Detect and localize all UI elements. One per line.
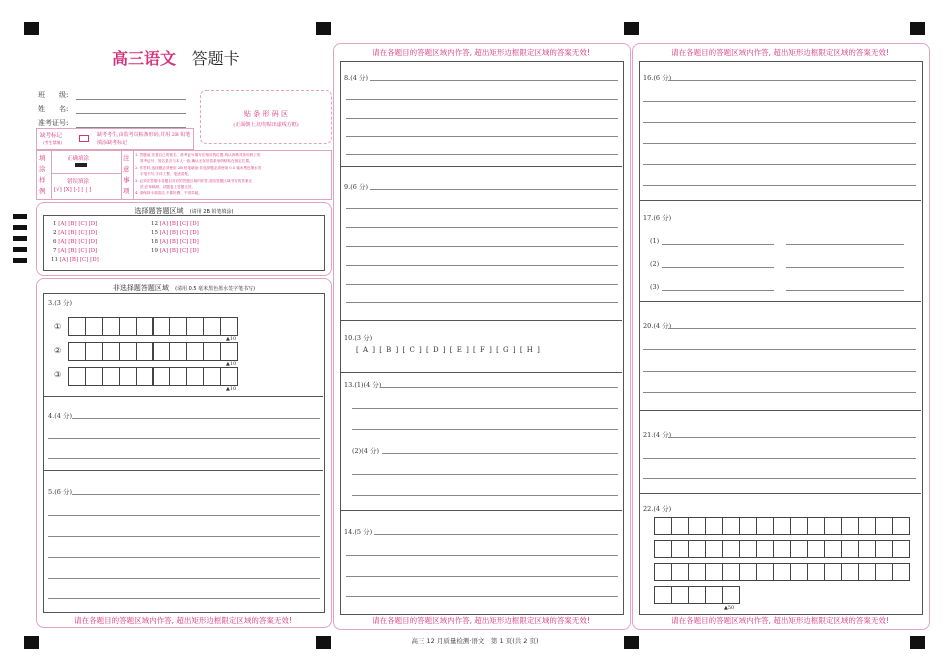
grid-cell[interactable] [671, 517, 689, 535]
warning-text: 请在各题目的答题区域内作答, 超出矩形边框限定区域的答案无效! [372, 48, 590, 57]
grid-cell[interactable] [756, 540, 774, 558]
grid-cell[interactable] [688, 563, 706, 581]
answer-line[interactable] [346, 576, 618, 577]
q3-tick: ▲10 [226, 336, 237, 342]
grid-cell[interactable] [169, 317, 187, 336]
title-main: 高三语文 [112, 49, 177, 68]
q8-label: 8.(4 分) [344, 74, 368, 82]
instructions-box [36, 150, 332, 200]
choice-row[interactable]: 12 [A] [B] [C] [D] [151, 221, 199, 227]
q3-row-label: ① [54, 322, 62, 331]
corner-mark [910, 22, 925, 35]
answer-line[interactable] [72, 418, 320, 419]
q20-label: 20.(4 分) [643, 322, 672, 330]
grid-cell[interactable] [654, 517, 672, 535]
grid-cell[interactable] [773, 517, 791, 535]
q10-option[interactable]: [ C ] [402, 346, 423, 354]
q16-label: 16.(6 分) [643, 74, 672, 82]
answer-line[interactable] [668, 437, 916, 438]
grid-cell[interactable] [186, 342, 204, 361]
choice-row[interactable]: 6 [A] [B] [C] [D] [53, 239, 98, 245]
correct-fill-label: 正确填涂 [67, 156, 90, 162]
answer-line[interactable] [346, 208, 618, 209]
choice-title: 选择题答题区域 (请用 2B 铅笔填涂) [134, 207, 234, 215]
answer-line[interactable] [662, 244, 774, 245]
answer-line[interactable] [643, 458, 916, 459]
grid-cell[interactable] [841, 517, 859, 535]
answer-line[interactable] [382, 453, 618, 454]
wrong-fill-samples: [√] [X] [-] [ | ] [54, 187, 92, 193]
grid-cell[interactable] [875, 540, 893, 558]
grid-cell[interactable] [688, 517, 706, 535]
note-item: 3. 必须在答题卡各题目对应的答题区域内作答,超出答题区域书写的答案无 [135, 178, 253, 183]
grid-cell[interactable] [824, 517, 842, 535]
answer-line[interactable] [662, 267, 774, 268]
corner-mark [624, 22, 639, 35]
answer-line[interactable] [374, 534, 618, 535]
class-field[interactable] [76, 99, 186, 100]
absent-mark-box[interactable] [79, 135, 89, 142]
answer-line[interactable] [346, 118, 618, 119]
answer-line[interactable] [352, 408, 618, 409]
answer-line[interactable] [643, 371, 916, 372]
q17-sub-label: (3) [650, 283, 660, 291]
grid-cell[interactable] [220, 317, 238, 336]
q10-options[interactable] [356, 346, 541, 354]
answer-line[interactable] [370, 189, 618, 190]
q21-label: 21.(4 分) [643, 431, 672, 439]
warning-text: 请在各题目的答题区域内作答, 超出矩形边框限定区域的答案无效! [671, 48, 889, 57]
name-label: 姓 名: [38, 105, 69, 113]
absent-box [36, 128, 194, 150]
grid-cell[interactable] [773, 540, 791, 558]
answer-line[interactable] [643, 164, 916, 165]
timing-mark [13, 225, 27, 230]
grid-cell[interactable] [153, 317, 171, 336]
note-item: 1. 答题前,先将自己的姓名、准考证号填写在相应的位置,再认真核对条形码上的 [135, 153, 261, 157]
answer-line[interactable] [352, 495, 618, 496]
answer-line[interactable] [48, 438, 320, 439]
page-footer: 高三 12 月质量检测·语文 第 1 页(共 2 页) [411, 637, 539, 645]
q10-option[interactable]: [ E ] [449, 346, 470, 354]
note-item: 4. 请保持卡面清洁,不要折叠、不得弄破。 [135, 191, 202, 196]
absent-note: 缺考考生,由监考员粘条形码,并用 2B 铅笔填涂缺考标记 [97, 132, 191, 146]
timing-mark [13, 258, 27, 263]
q14-label: 14.(5 分) [344, 528, 373, 536]
q3-label: 3.(3 分) [48, 299, 72, 307]
timing-mark [13, 214, 27, 219]
answer-line[interactable] [643, 185, 916, 186]
q10-option[interactable]: [ H ] [519, 346, 541, 354]
q13-label: 13.(1)(4 分) [344, 381, 382, 389]
grid-cell[interactable] [102, 317, 120, 336]
corner-mark [316, 22, 331, 35]
grid-cell[interactable] [807, 540, 825, 558]
grid-cell[interactable] [203, 342, 221, 361]
grid-cell[interactable] [705, 563, 723, 581]
timing-mark [13, 247, 27, 252]
answer-line[interactable] [48, 536, 320, 537]
grid-cell[interactable] [824, 563, 842, 581]
grid-cell[interactable] [136, 317, 154, 336]
grid-cell[interactable] [688, 540, 706, 558]
q10-option[interactable]: [ B ] [379, 346, 400, 354]
grid-cell[interactable] [671, 563, 689, 581]
answer-line[interactable] [643, 349, 916, 350]
q10-option[interactable]: [ A ] [356, 346, 376, 354]
answer-line[interactable] [346, 154, 618, 155]
grid-cell[interactable] [722, 540, 740, 558]
grid-cell[interactable] [824, 540, 842, 558]
grid-cell[interactable] [119, 317, 137, 336]
class-label: 班 级: [38, 91, 69, 99]
answer-line[interactable] [72, 494, 320, 495]
grid-cell[interactable] [739, 540, 757, 558]
q3-row-label: ② [54, 346, 62, 355]
grid-cell[interactable] [892, 563, 910, 581]
choice-row[interactable]: 1 [A] [B] [C] [D] [53, 221, 98, 227]
answer-line[interactable] [48, 458, 320, 459]
answer-line[interactable] [643, 392, 916, 393]
grid-cell[interactable] [85, 367, 103, 386]
grid-cell[interactable] [773, 563, 791, 581]
title-sub: 答题卡 [191, 49, 240, 68]
answer-line[interactable] [643, 122, 916, 123]
warning-text: 请在各题目的答题区域内作答, 超出矩形边框限定区域的答案无效! [74, 616, 292, 625]
notes-side-label: 注 意 事 项 [123, 154, 130, 195]
answer-line[interactable] [48, 515, 320, 516]
choice-row[interactable]: 2 [A] [B] [C] [D] [53, 230, 98, 236]
grid-cell[interactable] [119, 342, 137, 361]
choice-row[interactable]: 18 [A] [B] [C] [D] [151, 239, 199, 245]
grid-cell[interactable] [756, 563, 774, 581]
grid-cell[interactable] [790, 563, 808, 581]
grid-cell[interactable] [705, 517, 723, 535]
q3-tick: ▲10 [226, 361, 237, 367]
choice-row[interactable]: 19 [A] [B] [C] [D] [151, 248, 199, 254]
grid-cell[interactable] [756, 517, 774, 535]
grid-cell[interactable] [671, 586, 689, 604]
grid-cell[interactable] [169, 367, 187, 386]
grid-cell[interactable] [841, 540, 859, 558]
grid-cell[interactable] [688, 586, 706, 604]
answer-line[interactable] [786, 267, 904, 268]
answer-line[interactable] [643, 143, 916, 144]
answer-line[interactable] [662, 290, 774, 291]
grid-cell[interactable] [654, 586, 672, 604]
grid-cell[interactable] [85, 317, 103, 336]
grid-cell[interactable] [186, 367, 204, 386]
q22-tick: ▲50 [724, 605, 735, 611]
answer-line[interactable] [48, 578, 320, 579]
answer-line[interactable] [643, 478, 916, 479]
grid-cell[interactable] [203, 367, 221, 386]
page-title [112, 46, 240, 69]
wrong-fill-label: 错误填涂 [67, 179, 90, 185]
q3-tick: ▲10 [226, 386, 237, 392]
grid-cell[interactable] [153, 342, 171, 361]
timing-mark [13, 236, 27, 241]
grid-cell[interactable] [186, 317, 204, 336]
answer-line[interactable] [786, 290, 904, 291]
answer-line[interactable] [48, 598, 320, 599]
notes-list [135, 152, 329, 197]
grid-cell[interactable] [102, 342, 120, 361]
answer-line[interactable] [346, 302, 618, 303]
example-side-label: 填 涂 样 例 [39, 154, 46, 195]
grid-cell[interactable] [68, 317, 86, 336]
grid-cell[interactable] [739, 563, 757, 581]
grid-cell[interactable] [153, 367, 171, 386]
answer-line[interactable] [352, 429, 618, 430]
grid-cell[interactable] [875, 563, 893, 581]
q22-label: 22.(4 分) [643, 505, 672, 513]
answer-line[interactable] [346, 555, 618, 556]
answer-line[interactable] [668, 328, 916, 329]
q10-label: 10.(3 分) [344, 334, 373, 342]
grid-cell[interactable] [841, 563, 859, 581]
q17-sub-label: (2) [650, 260, 660, 268]
answer-line[interactable] [643, 101, 916, 102]
answer-line[interactable] [370, 80, 618, 81]
grid-cell[interactable] [807, 563, 825, 581]
q10-option[interactable]: [ G ] [496, 346, 517, 354]
grid-cell[interactable] [858, 540, 876, 558]
answer-line[interactable] [668, 80, 916, 81]
q10-option[interactable]: [ F ] [473, 346, 493, 354]
grid-cell[interactable] [722, 563, 740, 581]
grid-cell[interactable] [68, 367, 86, 386]
q13-sub2-label: (2)(4 分) [352, 447, 379, 455]
grid-cell[interactable] [790, 517, 808, 535]
grid-cell[interactable] [722, 517, 740, 535]
answer-line[interactable] [346, 136, 618, 137]
answer-line[interactable] [346, 227, 618, 228]
grid-cell[interactable] [136, 342, 154, 361]
note-item: 效;在草稿纸、试题卷上答题无效。 [140, 185, 196, 190]
grid-cell[interactable] [705, 586, 723, 604]
grid-cell[interactable] [875, 517, 893, 535]
correct-fill-sample [75, 163, 87, 167]
q5-label: 5.(6 分) [48, 488, 72, 496]
grid-cell[interactable] [722, 586, 740, 604]
grid-cell[interactable] [705, 540, 723, 558]
grid-cell[interactable] [68, 342, 86, 361]
grid-cell[interactable] [220, 367, 238, 386]
choice-row[interactable]: 11 [A] [B] [C] [D] [51, 257, 99, 263]
answer-line[interactable] [346, 246, 618, 247]
note-item: 字笔书写,字体工整、笔迹清楚。 [140, 172, 192, 177]
q10-option[interactable]: [ D ] [426, 346, 447, 354]
grid-cell[interactable] [807, 517, 825, 535]
grid-cell[interactable] [858, 563, 876, 581]
note-item: 准考证号、姓名是否与本人一致,确认无误后将条形码粘贴在规定位置。 [140, 159, 253, 164]
grid-cell[interactable] [119, 367, 137, 386]
q9-label: 9.(6 分) [344, 183, 368, 191]
barcode-area [200, 90, 332, 144]
choice-section [36, 202, 332, 276]
answer-line[interactable] [786, 244, 904, 245]
grid-cell[interactable] [220, 342, 238, 361]
name-field[interactable] [76, 113, 186, 114]
grid-cell[interactable] [102, 367, 120, 386]
barcode-note: (正面朝上,切勿贴出虚线方框) [233, 122, 299, 128]
absent-label: 缺考标记 [40, 133, 63, 139]
q4-label: 4.(4 分) [48, 412, 72, 420]
grid-cell[interactable] [892, 540, 910, 558]
answer-line[interactable] [48, 557, 320, 558]
grid-cell[interactable] [654, 540, 672, 558]
answer-line[interactable] [346, 99, 618, 100]
q17-label: 17.(6 分) [643, 214, 672, 222]
grid-cell[interactable] [790, 540, 808, 558]
grid-cell[interactable] [858, 517, 876, 535]
q3-row-label: ③ [54, 370, 62, 379]
choice-row[interactable]: 7 [A] [B] [C] [D] [53, 248, 98, 254]
choice-row[interactable]: 15 [A] [B] [C] [D] [151, 230, 199, 236]
answer-line[interactable] [346, 284, 618, 285]
q17-sub-label: (1) [650, 237, 660, 245]
grid-cell[interactable] [654, 563, 672, 581]
answer-line[interactable] [380, 387, 618, 388]
barcode-title: 贴 条 形 码 区 [244, 110, 288, 118]
answer-line[interactable] [352, 474, 618, 475]
answer-line[interactable] [346, 596, 618, 597]
answer-line[interactable] [346, 265, 618, 266]
grid-cell[interactable] [85, 342, 103, 361]
warning-text: 请在各题目的答题区域内作答, 超出矩形边框限定区域的答案无效! [671, 616, 889, 625]
corner-mark [24, 22, 39, 35]
nonchoice-title: 非选择题答题区域 (请用 0.5 毫米黑色墨水签字笔书写) [112, 284, 256, 292]
exam-id-label: 准考证号: [38, 119, 69, 127]
grid-cell[interactable] [671, 540, 689, 558]
note-item: 2. 作答时,选择题必须使用 2B 铅笔填涂;非选择题必须使用 0.5 毫米黑色墨水签 [135, 165, 262, 170]
grid-cell[interactable] [892, 517, 910, 535]
absent-sub: (考生禁填) [43, 140, 63, 145]
grid-cell[interactable] [169, 342, 187, 361]
grid-cell[interactable] [203, 317, 221, 336]
grid-cell[interactable] [739, 517, 757, 535]
warning-text: 请在各题目的答题区域内作答, 超出矩形边框限定区域的答案无效! [372, 616, 590, 625]
grid-cell[interactable] [136, 367, 154, 386]
